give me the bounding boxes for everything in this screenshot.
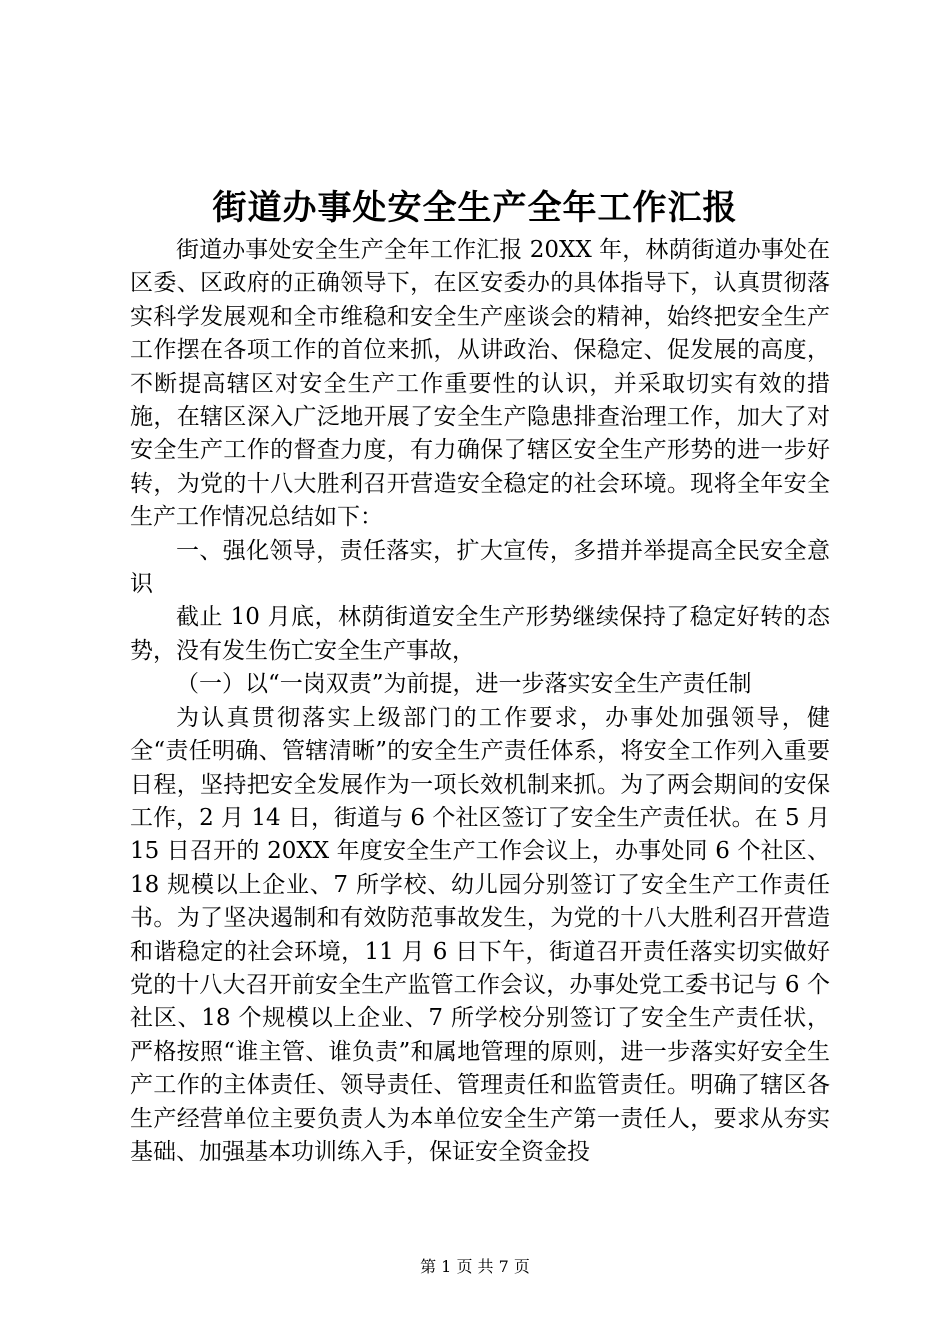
page-title: 街道办事处安全生产全年工作汇报 [212,188,738,228]
paragraph-intro: 街道办事处安全生产全年工作汇报 20XX 年，林荫街道办事处在区委、区政府的正确领导下，在区安委办的具体指导下，认真贯彻落实科学发展观和全市维稳和安全生产座谈会的精神，始终把安全生产工作摆在各项工作的首位来抓，从讲政治、保稳定、促发展的高度，不断提高辖区对安全生产工作重要性的认识，并采取切实有效的措施，在辖区深入广泛地开展了安全生产隐患排查治理工作，加大了对安全生产工作的督查力度，有力确保了辖区安全生产形势的进一步好转，为党的十八大胜利召开营造安全稳定的社会环境。现将全年安全生产工作情况总结如下： [130,237,830,531]
paragraph-responsibility: 为认真贯彻落实上级部门的工作要求，办事处加强领导，健全“责任明确、管辖清晰”的安全生产责任体系，将安全工作列入重要日程，坚持把安全发展作为一项长效机制来抓。为了两会期间的安保工作，2 月 14 日，街道与 6 个社区签订了安全生产责任状。在 5 月 15 日召开的 20XX 年度安全生产工作会议上，办事处同 6 个社区、18 规模以上企业、7 所学校、幼儿园分别签订了安全生产工作责任书。为了坚决遏制和有效防范事故发生，为党的十八大胜利召开营造和谐稳定的社会环境，11 月 6 日下午，街道召开责任落实切实做好党的十八大召开前安全生产监管工作会议，办事处党工委书记与 6 个社区、18 个规模以上企业、7 所学校分别签订了安全生产责任状，严格按照“谁主管、谁负责”和属地管理的原则，进一步落实好安全生产工作的主体责任、领导责任、管理责任和监管责任。明确了辖区各生产经营单位主要负责人为本单位安全生产第一责任人，要求从夯实基础、加强基本功训练入手，保证安全资金投 [130,704,830,1165]
section-heading-1: 一、强化领导，责任落实，扩大宣传，多措并举提高全民安全意识 [130,537,830,598]
document-body [130,234,830,1169]
paragraph-status: 截止 10 月底，林荫街道安全生产形势继续保持了稳定好转的态势，没有发生伤亡安全生产事故， [130,604,830,664]
page-number: 第 1 页 共 7 页 [420,1257,530,1276]
subsection-heading-1: （一）以“一岗双责”为前提，进一步落实安全生产责任制 [176,671,752,698]
